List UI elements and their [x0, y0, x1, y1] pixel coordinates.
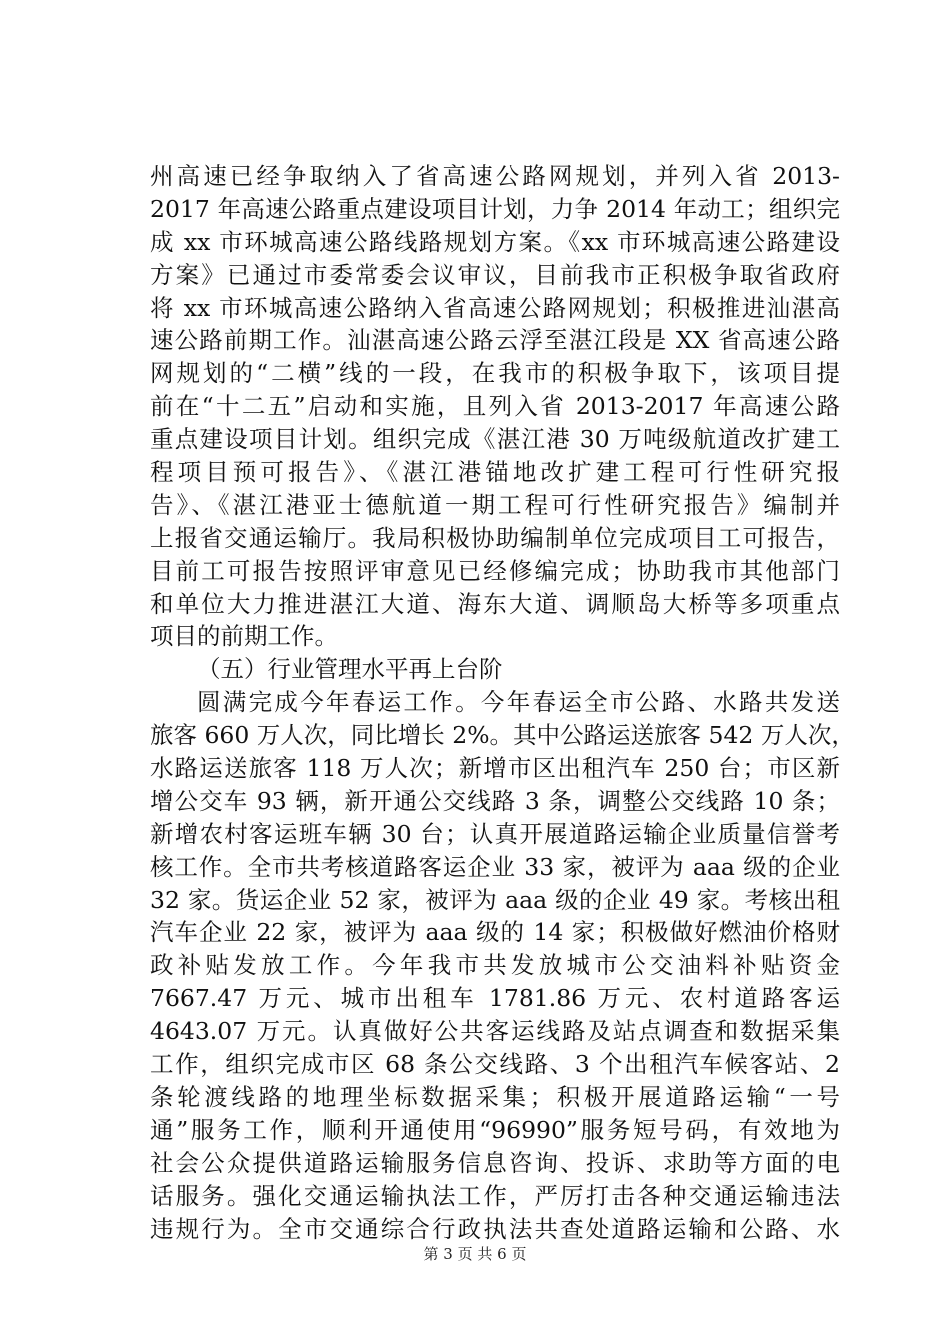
text-line: 社会公众提供道路运输服务信息咨询、投诉、求助等方面的电	[150, 1148, 840, 1177]
text-line: 旅客 660 万人次，同比增长 2%。其中公路运送旅客 542 万人次，	[150, 721, 855, 750]
text-line: 上报省交通运输厅。我局积极协助编制单位完成项目工可报告，	[150, 523, 840, 552]
text-line: 成 xx 市环城高速公路线路规划方案。《xx 市环城高速公路建设	[150, 227, 840, 256]
text-line: 和单位大力推进湛江大道、海东大道、调顺岛大桥等多项重点	[150, 589, 840, 618]
text-line: 4643.07 万元。认真做好公共客运线路及站点调查和数据采集	[150, 1017, 840, 1046]
text-line: 水路运送旅客 118 万人次；新增市区出租汽车 250 台；市区新	[150, 754, 840, 783]
text-line: 工作，组织完成市区 68 条公交线路、3 个出租汽车候客站、2	[150, 1050, 840, 1079]
section-heading: （五）行业管理水平再上台阶	[197, 655, 503, 684]
text-line: 新增农村客运班车辆 30 台；认真开展道路运输企业质量信誉考	[150, 819, 840, 848]
text-line: 2017 年高速公路重点建设项目计划，力争 2014 年动工；组织完	[150, 194, 840, 223]
text-line: 条轮渡线路的地理坐标数据采集；积极开展道路运输“一号	[150, 1082, 840, 1111]
text-line: 话服务。强化交通运输执法工作，严厉打击各种交通运输违法	[150, 1181, 840, 1210]
text-line: 速公路前期工作。汕湛高速公路云浮至湛江段是 XX 省高速公路	[150, 326, 840, 355]
text-line: 网规划的“二横”线的一段，在我市的积极争取下，该项目提	[150, 359, 840, 388]
text-line: 前在“十二五”启动和实施，且列入省 2013-2017 年高速公路	[150, 392, 840, 421]
text-line: 核工作。全市共考核道路客运企业 33 家，被评为 aaa 级的企业	[150, 852, 840, 881]
text-line: 通”服务工作，顺利开通使用“96990”服务短号码，有效地为	[150, 1115, 840, 1144]
text-line: 州高速已经争取纳入了省高速公路网规划，并列入省 2013-	[150, 162, 840, 190]
text-line: 增公交车 93 辆，新开通公交线路 3 条，调整公交线路 10 条；	[150, 786, 840, 815]
text-line: 目前工可报告按照评审意见已经修编完成；协助我市其他部门	[150, 556, 840, 585]
text-line: 7667.47 万元、城市出租车 1781.86 万元、农村道路客运	[150, 984, 840, 1013]
text-line: 违规行为。全市交通综合行政执法共查处道路运输和公路、水	[150, 1214, 840, 1243]
text-line: 重点建设项目计划。组织完成《湛江港 30 万吨级航道改扩建工	[150, 425, 840, 454]
body-text	[150, 160, 855, 1245]
text-line: 程项目预可报告》、《湛江港锚地改扩建工程可行性研究报	[150, 458, 840, 487]
page-footer: 第 3 页 共 6 页	[423, 1245, 527, 1263]
text-line: 汽车企业 22 家，被评为 aaa 级的 14 家；积极做好燃油价格财	[150, 918, 840, 947]
text-line: 将 xx 市环城高速公路纳入省高速公路网规划；积极推进汕湛高	[150, 293, 840, 322]
text-line: 告》、《湛江港亚士德航道一期工程可行性研究报告》编制并	[150, 490, 840, 519]
text-line: 方案》已通过市委常委会议审议，目前我市正积极争取省政府	[150, 260, 840, 289]
text-line: 项目的前期工作。	[150, 622, 338, 651]
text-line: 政补贴发放工作。今年我市共发放城市公交油料补贴资金	[150, 951, 840, 980]
text-line: 32 家。货运企业 52 家，被评为 aaa 级的企业 49 家。考核出租	[150, 885, 840, 914]
text-line: 圆满完成今年春运工作。今年春运全市公路、水路共发送	[197, 688, 840, 717]
